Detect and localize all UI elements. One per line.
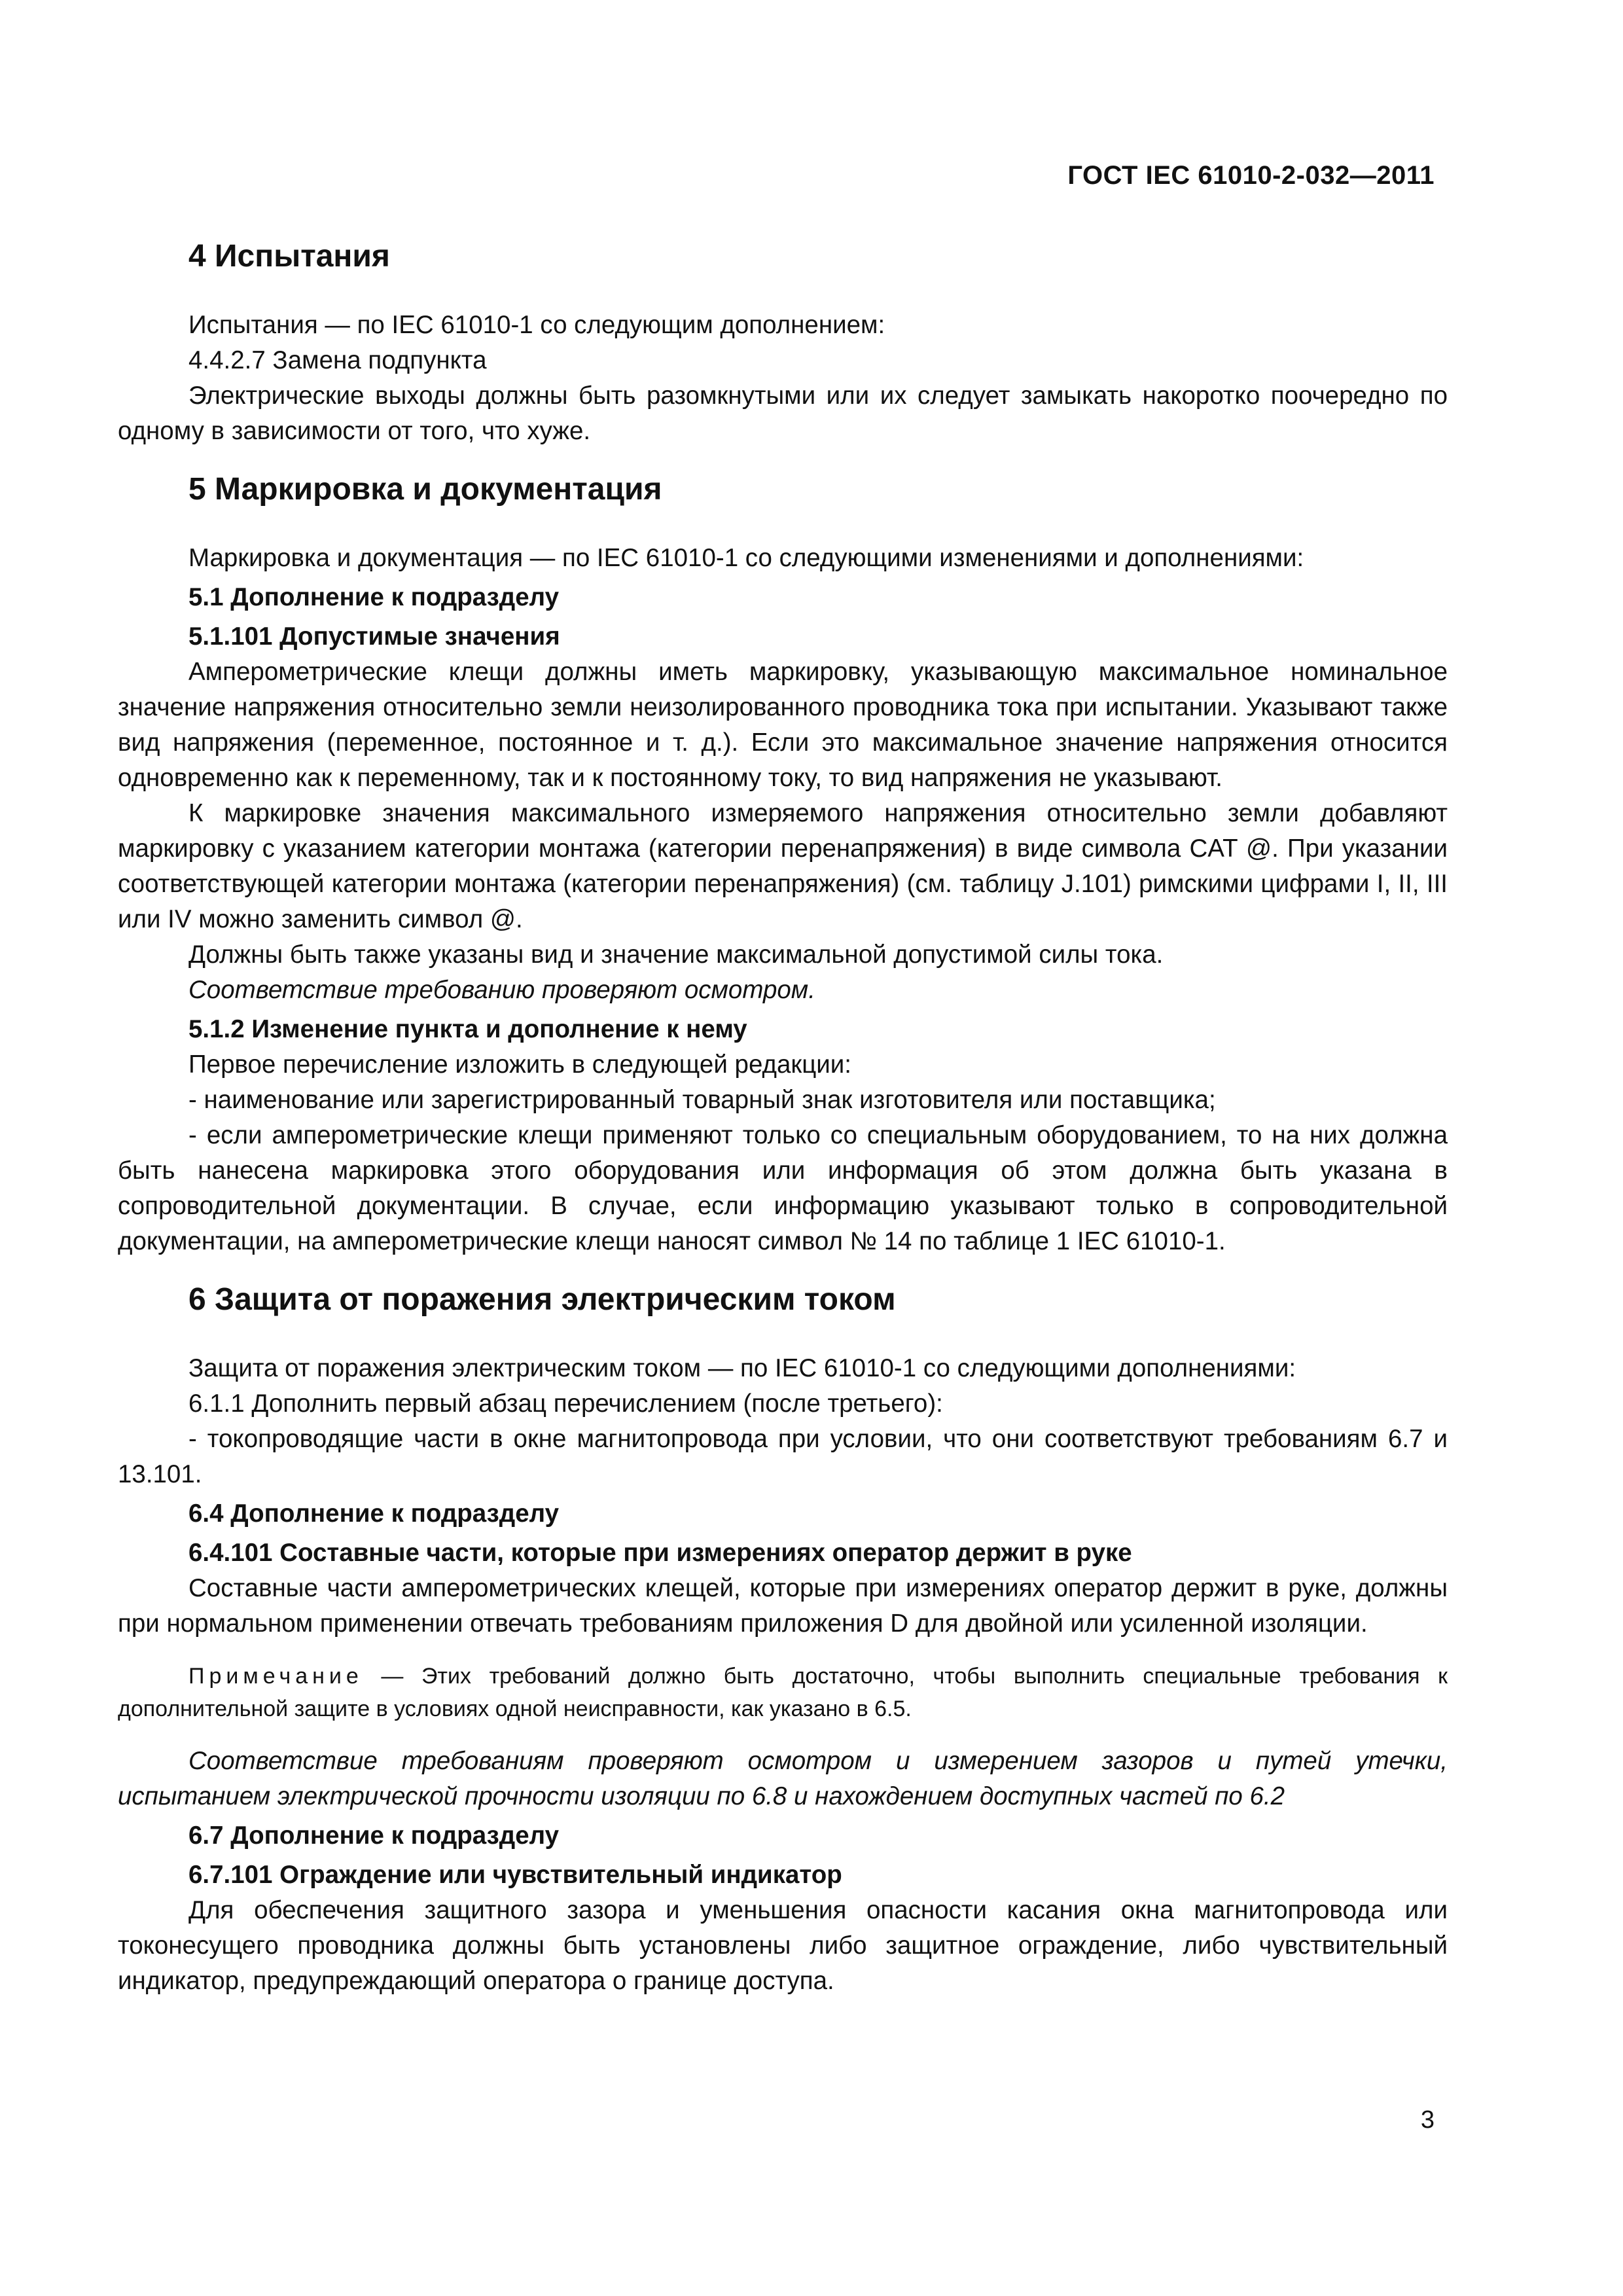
s5-list-item-2: - если амперометрические клещи применяют только со специальным оборудованием, то на них должна быть нанесена маркировка этого оборудования или информация об этом должна быть указана в сопроводительной документации. В случае, если информацию указывают только в сопроводительной документации, на амперометрические клещи наносят символ № 14 по таблице 1 IEC 61010-1. — [118, 1121, 1448, 1255]
section-6-title: 6 Защита от поражения электрическим током — [188, 1282, 896, 1317]
s5-paragraph-2: Амперометрические клещи должны иметь маркировку, указывающую максимальное номинальное значение напряжения относительно земли неизолированного проводника тока при испытании. Указывают также вид напряжения (переменное, постоянное и т. д.). Если это максимальное значение напряжения относится одновременно как к переменному, так и к постоянному току, то вид напряжения не указывают. — [118, 658, 1448, 792]
subsection-6-4-title: 6.4 Дополнение к подразделу — [188, 1499, 560, 1528]
s4-paragraph-3: Электрические выходы должны быть разомкнутыми или их следует замыкать накоротко поочередно по одному в зависимости от того, что хуже. — [118, 382, 1448, 445]
document-body — [118, 223, 1448, 1999]
s4-paragraph-1: Испытания — по IEC 61010-1 со следующим дополнением: — [188, 311, 885, 339]
subsection-5-1-2-title: 5.1.2 Изменение пункта и дополнение к нему — [188, 1015, 747, 1043]
section-5-title: 5 Маркировка и документация — [188, 472, 662, 507]
s5-compliance-note: Соответствие требованию проверяют осмотром. — [188, 976, 815, 1004]
document-header: ГОСТ IEC 61010-2-032—2011 — [1067, 161, 1435, 190]
note-label: Примечание — [188, 1664, 363, 1689]
s6-list-item-1: - токопроводящие части в окне магнитопровода при условии, что они соответствуют требованиям 6.7 и 13.101. — [118, 1425, 1448, 1488]
s6-compliance-note: Соответствие требованиям проверяют осмотром и измерением зазоров и путей утечки, испытанием электрической прочности изоляции по 6.8 и нахождением доступных частей по 6.2 — [118, 1747, 1448, 1810]
s4-paragraph-2: 4.4.2.7 Замена подпункта — [188, 346, 487, 374]
s5-paragraph-1: Маркировка и документация — по IEC 61010-1 со следующими изменениями и дополнениями: — [188, 544, 1304, 572]
s6-paragraph-2: 6.1.1 Дополнить первый абзац перечислением (после третьего): — [188, 1390, 943, 1418]
s5-paragraph-3: К маркировке значения максимального измеряемого напряжения относительно земли добавляют маркировку с указанием категории монтажа (категории перенапряжения) в виде символа CAT @. При указании соответствующей категории монтажа (категории перенапряжения) (см. таблицу J.101) римскими цифрами I, II, III или IV можно заменить символ @. — [118, 799, 1448, 933]
s6-paragraph-6: Для обеспечения защитного зазора и уменьшения опасности касания окна магнитопровода или токонесущего проводника должны быть установлены либо защитное ограждение, либо чувствительный индикатор, предупреждающий оператора о границе доступа. — [118, 1896, 1448, 1995]
subsection-5-1-title: 5.1 Дополнение к подразделу — [188, 583, 560, 611]
subsection-5-1-101-title: 5.1.101 Допустимые значения — [188, 622, 560, 651]
note-text: — Этих требований должно быть достаточно, чтобы выполнить специальные требования к дополнительной защите в условиях одной неисправности, как указано в 6.5. — [118, 1664, 1448, 1721]
subsection-6-4-101-title: 6.4.101 Составные части, которые при измерениях оператор держит в руке — [188, 1539, 1132, 1567]
section-4-title: 4 Испытания — [188, 239, 390, 274]
s5-paragraph-4: Должны быть также указаны вид и значение максимальной допустимой силы тока. — [188, 941, 1164, 969]
subsection-6-7-101-title: 6.7.101 Ограждение или чувствительный индикатор — [188, 1861, 842, 1889]
page-number: 3 — [1420, 2106, 1435, 2134]
s5-paragraph-6: Первое перечисление изложить в следующей редакции: — [188, 1050, 851, 1079]
s6-note — [118, 1660, 1448, 1725]
s6-paragraph-1: Защита от поражения электрическим током — по IEC 61010-1 со следующими дополнениями: — [188, 1354, 1296, 1382]
s6-paragraph-4: Составные части амперометрических клещей, которые при измерениях оператор держит в руке, должны при нормальном применении отвечать требованиям приложения D для двойной или усиленной изоляции. — [118, 1574, 1448, 1638]
s5-list-item-1: - наименование или зарегистрированный товарный знак изготовителя или поставщика; — [188, 1086, 1216, 1114]
subsection-6-7-title: 6.7 Дополнение к подразделу — [188, 1821, 560, 1850]
